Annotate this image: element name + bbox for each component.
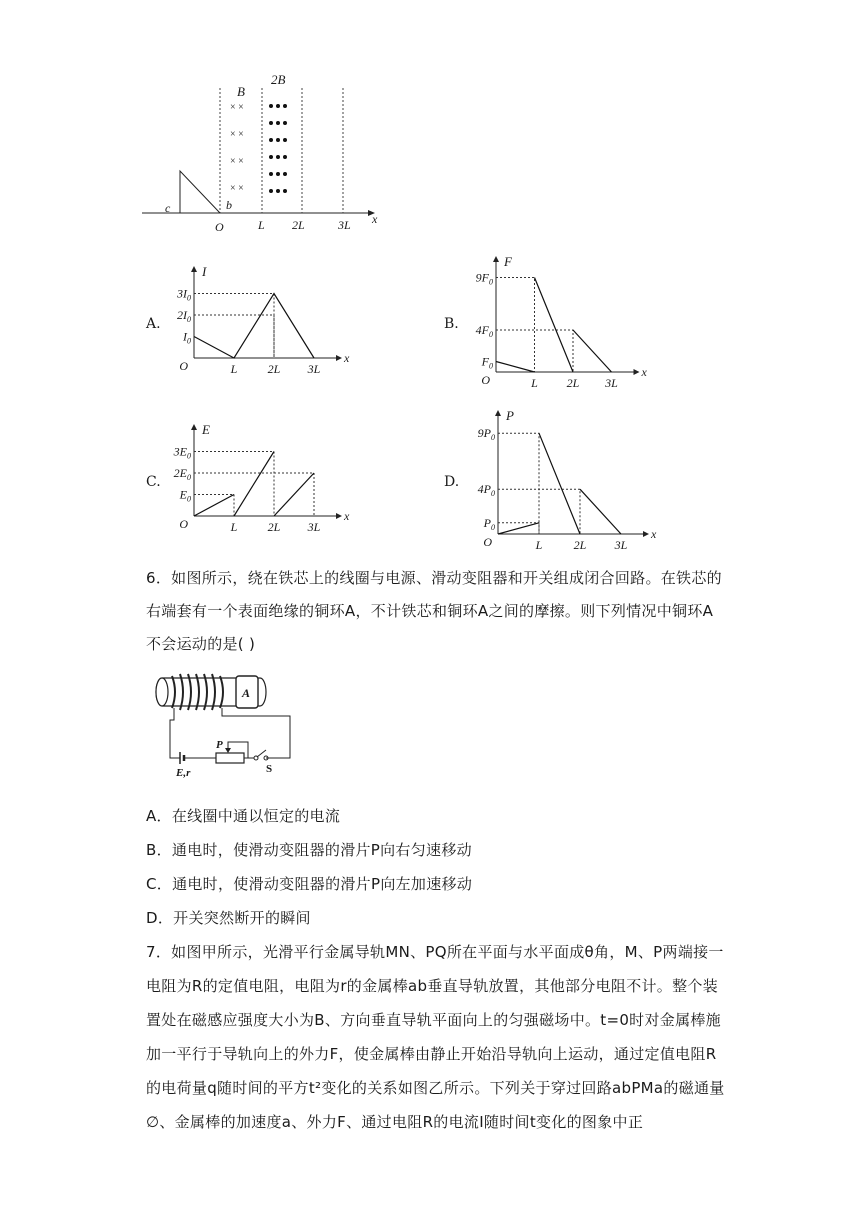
- x-tick-label: L: [531, 376, 538, 390]
- graph-segment: [274, 473, 314, 516]
- y-tick-label: $2I_0$: [177, 308, 191, 324]
- x-axis-label: x: [641, 365, 647, 379]
- graph-line: [194, 294, 314, 359]
- source-label: E,r: [176, 767, 191, 779]
- x-axis-arrow: [336, 513, 342, 519]
- dot-symbol: [283, 172, 287, 176]
- graph-option-d: [468, 404, 658, 554]
- x-tick-label: L: [535, 538, 543, 552]
- x-tick-label: 3L: [605, 376, 618, 390]
- y-tick-label: $P_0$: [483, 515, 495, 532]
- y-axis-label: F: [504, 254, 512, 269]
- x-tick-label: 2L: [267, 362, 281, 376]
- y-tick-label: $9F_0$: [475, 270, 493, 287]
- origin-label: O: [179, 517, 188, 531]
- y-axis-label: P: [506, 408, 514, 423]
- graph-segment: [234, 452, 274, 517]
- dot-symbol: [276, 121, 280, 125]
- ring-label: A: [242, 686, 251, 700]
- dot-symbol: [283, 155, 287, 159]
- x-tick-label: L: [230, 520, 238, 534]
- cross-symbol: × ×: [230, 183, 244, 194]
- label-l: L: [258, 218, 265, 232]
- question-6-option-c: C．通电时，使滑动变阻器的滑片P向左加速移动: [146, 875, 473, 893]
- y-tick-label: $3I_0$: [177, 286, 191, 303]
- switch-label: S: [266, 763, 273, 775]
- y-axis-label: I: [202, 264, 207, 279]
- dot-symbol: [269, 104, 273, 108]
- dot-symbol: [269, 155, 273, 159]
- y-tick-label: $3E_0$: [173, 444, 191, 461]
- graph-segment: [535, 278, 574, 373]
- question-6-option-a: A．在线圈中通以恒定的电流: [146, 807, 341, 825]
- x-tick-label: 3L: [307, 520, 321, 534]
- x-tick-label: 2L: [267, 520, 281, 534]
- dot-symbol: [269, 138, 273, 142]
- y-tick-label: $E_0$: [179, 487, 191, 504]
- dot-symbol: [283, 189, 287, 193]
- graph-option-a: [168, 262, 348, 380]
- origin-label: O: [483, 535, 492, 549]
- label-c: c: [165, 201, 171, 215]
- y-axis-label: E: [202, 422, 210, 437]
- y-tick-label: $2E_0$: [173, 466, 191, 482]
- option-b-label: B.: [444, 316, 459, 332]
- label-o: O: [215, 220, 224, 234]
- y-tick-label: $9P_0$: [477, 426, 495, 443]
- option-a-label: A.: [146, 316, 161, 332]
- dot-symbol: [269, 189, 273, 193]
- graph-option-b: [468, 252, 648, 388]
- question-6-stem: 6．如图所示，绕在铁芯上的线圈与电源、滑动变阻器和开关组成闭合回路。在铁芯的右端套有一个表面绝缘的铜环A，不计铁芯和铜环A之间的摩擦。则下列情况中铜环A不会运动的是( ): [146, 569, 722, 653]
- dot-symbol: [283, 138, 287, 142]
- slider-label: P: [216, 739, 223, 751]
- graph-segment: [580, 489, 621, 534]
- y-axis-arrow: [191, 266, 197, 272]
- graph-segment: [194, 495, 234, 517]
- label-2l: 2L: [292, 218, 305, 232]
- y-axis-arrow: [495, 410, 501, 416]
- dot-symbol: [276, 189, 280, 193]
- field-label-b: B: [237, 84, 245, 99]
- graph-segment: [539, 433, 580, 534]
- graph-segment: [496, 362, 535, 373]
- y-tick-label: $F_0$: [481, 354, 493, 371]
- x-axis-label: x: [372, 212, 378, 226]
- y-tick-label: $4F_0$: [475, 323, 493, 339]
- y-axis-arrow: [191, 424, 197, 430]
- x-tick-label: 2L: [566, 376, 580, 390]
- coil-circuit-figure: [150, 668, 300, 778]
- dashed-guide: [498, 433, 539, 534]
- dashed-guide: [496, 278, 535, 373]
- dashed-guide: [194, 294, 274, 359]
- question-6-option-b: B．通电时，使滑动变阻器的滑片P向右匀速移动: [146, 841, 472, 859]
- option-d-label: D.: [444, 474, 460, 490]
- x-axis-arrow: [336, 355, 342, 361]
- cross-symbol: × ×: [230, 129, 244, 140]
- x-axis-arrow: [643, 531, 649, 537]
- x-tick-label: 3L: [307, 362, 321, 376]
- x-axis-label: x: [651, 527, 657, 541]
- dot-symbol: [276, 155, 280, 159]
- x-tick-label: L: [230, 362, 238, 376]
- y-tick-label: $I_0$: [183, 329, 191, 346]
- dot-symbol: [276, 172, 280, 176]
- label-b: b: [226, 198, 232, 212]
- x-axis-arrow: [634, 369, 640, 375]
- dot-symbol: [276, 104, 280, 108]
- graph-segment: [498, 523, 539, 534]
- dot-symbol: [283, 104, 287, 108]
- y-axis-arrow: [493, 256, 499, 262]
- x-tick-label: 3L: [614, 538, 628, 552]
- x-axis-label: x: [344, 351, 350, 365]
- origin-label: O: [481, 373, 490, 387]
- dot-symbol: [283, 121, 287, 125]
- x-axis-label: x: [344, 509, 350, 523]
- field-region-figure: [140, 68, 390, 240]
- question-7-stem: 7．如图甲所示，光滑平行金属导轨MN、PQ所在平面与水平面成θ角，M、P两端接一电阻为R的定值电阻，电阻为r的金属棒ab垂直导轨放置，其他部分电阻不计。整个装置处在磁感应强度大小为B、方向垂直导轨平面向上的匀强磁场中。t=0时对金属棒施加一平行于导轨向上的外力F，使金属棒由静止开始沿导轨向上运动，通过定值电阻R的电荷量q随时间的平方t²变化的关系如图乙所示。下列关于穿过回路abPMa的磁通量∅、金属棒的加速度a、外力F、通过电阻R的电流I随时间t变化的图象中正: [146, 943, 725, 1131]
- question-6-option-d: D．开关突然断开的瞬间: [146, 909, 311, 927]
- x-tick-label: 2L: [573, 538, 587, 552]
- field-symbols: [230, 102, 287, 194]
- label-3l: 3L: [338, 218, 351, 232]
- origin-label: O: [179, 359, 188, 373]
- graph-option-c: [168, 420, 348, 538]
- cross-symbol: × ×: [230, 156, 244, 167]
- dot-symbol: [276, 138, 280, 142]
- cross-symbol: × ×: [230, 102, 244, 113]
- dashed-guide: [194, 452, 274, 517]
- field-label-2b: 2B: [271, 72, 286, 87]
- y-tick-label: $4P_0$: [477, 482, 495, 499]
- dot-symbol: [269, 121, 273, 125]
- dashed-guide: [194, 315, 274, 358]
- graph-segment: [573, 330, 612, 372]
- dot-symbol: [269, 172, 273, 176]
- option-c-label: C.: [146, 474, 161, 490]
